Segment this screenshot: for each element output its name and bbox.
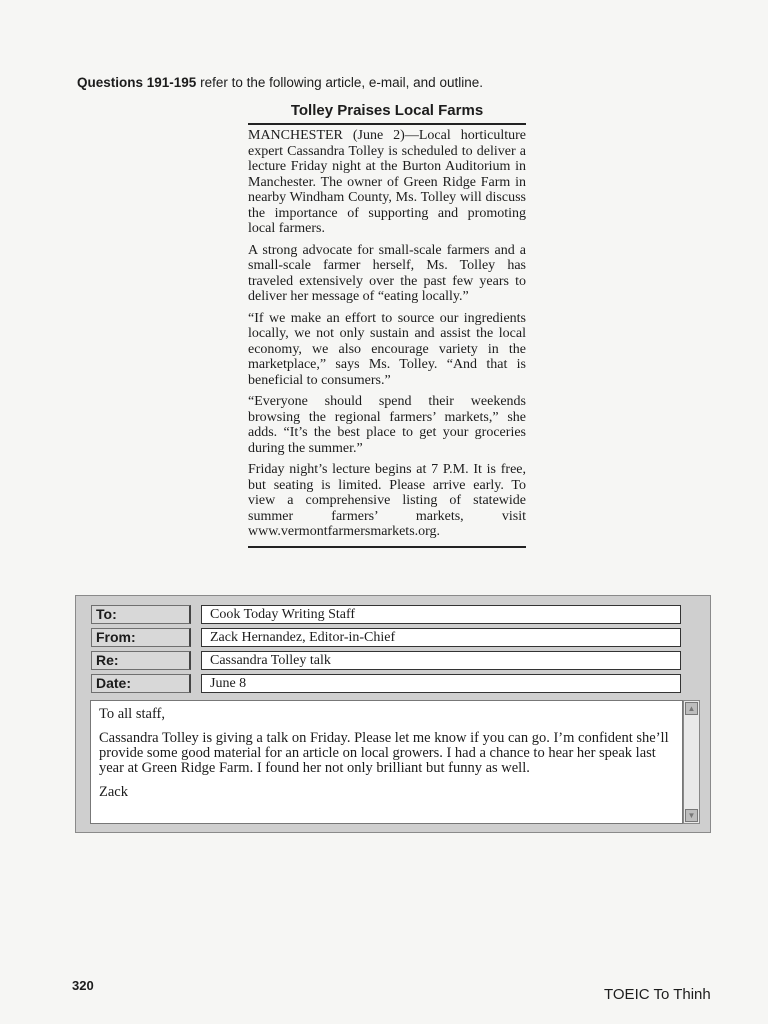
article-paragraph: “Everyone should spend their weekends browsing the regional farmers’ markets,” she adds. “It’s the best place to get your groceries during the summer.” xyxy=(248,394,526,456)
scroll-up-icon[interactable]: ▲ xyxy=(685,702,698,715)
article-title: Tolley Praises Local Farms xyxy=(290,102,484,119)
article-paragraph: MANCHESTER (June 2)—Local horticulture expert Cassandra Tolley is scheduled to deliver a lecture Friday night at the Burton Auditorium in Manchester. The owner of Green Ridge Farm in nearby Windham County, Ms. Tolley will discuss the importance of supporting and promoting local farmers. xyxy=(248,128,526,236)
message-greeting: To all staff, xyxy=(99,706,165,722)
from-label: From: xyxy=(91,628,191,647)
date-label: Date: xyxy=(91,674,191,693)
article-bottom-rule xyxy=(248,546,526,548)
message-body[interactable] xyxy=(90,700,683,824)
footer-brand: TOEIC To Thinh xyxy=(604,986,711,1003)
date-field[interactable]: June 8 xyxy=(201,674,681,693)
question-range: Questions 191-195 xyxy=(77,75,197,90)
message-signature: Zack xyxy=(99,784,128,800)
to-field[interactable]: Cook Today Writing Staff xyxy=(201,605,681,624)
directions-text: refer to the following article, e-mail, and outline. xyxy=(200,75,483,90)
to-label: To: xyxy=(91,605,191,624)
message-text: Cassandra Tolley is giving a talk on Friday. Please let me know if you can go. I’m confident she’ll provide some good material for an article on local growers. I had a chance to hear her speak last year at Green Ridge Farm. I found her not only brilliant but funny as well. xyxy=(99,730,669,776)
scroll-down-icon[interactable]: ▼ xyxy=(685,809,698,822)
directions xyxy=(77,75,483,90)
from-field[interactable]: Zack Hernandez, Editor-in-Chief xyxy=(201,628,681,647)
email-window xyxy=(75,595,711,833)
subject-field[interactable]: Cassandra Tolley talk xyxy=(201,651,681,670)
article xyxy=(248,102,526,548)
article-paragraph: A strong advocate for small-scale farmers and a small-scale farmer herself, Ms. Tolley has traveled extensively over the past few years to deliver her message of “eating locally.” xyxy=(248,242,526,304)
message-scrollbar[interactable] xyxy=(683,700,700,824)
article-paragraph: “If we make an effort to source our ingredients locally, we not only sustain and assist the local economy, we also encourage variety in the marketplace,” says Ms. Tolley. “And that is beneficial to consumers.” xyxy=(248,310,526,388)
article-paragraph: Friday night’s lecture begins at 7 P.M. It is free, but seating is limited. Please arrive early. To view a comprehensive listing of statewide summer farmers’ markets, visit www.vermontfarmersmarkets.org. xyxy=(248,462,526,539)
re-label: Re: xyxy=(91,651,191,670)
article-top-rule xyxy=(248,123,526,125)
page-number: 320 xyxy=(72,978,94,993)
